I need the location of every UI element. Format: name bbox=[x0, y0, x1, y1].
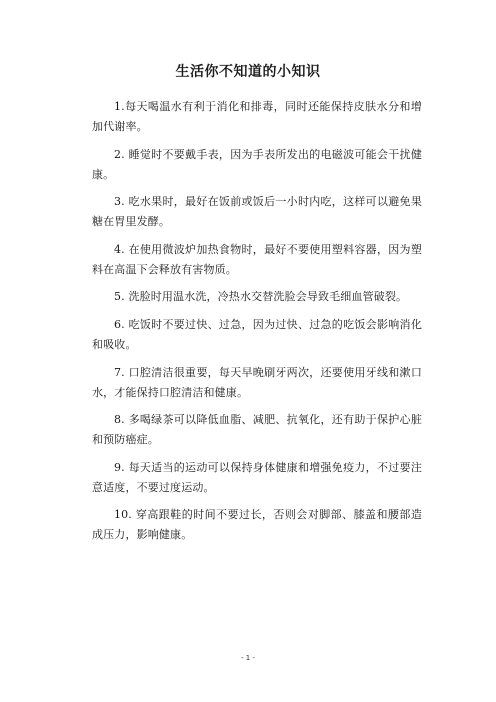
paragraph-5: 5. 洗脸时用温水洗，冷热水交替洗脸会导致毛细血管破裂。 bbox=[114, 290, 408, 304]
page-number: - 1 - bbox=[241, 654, 255, 662]
paragraph-3: 3. 吃水果时，最好在饭前或饭后一小时内吃，这样可以避免果糖在胃里发酵。 bbox=[92, 195, 422, 229]
paragraph-2: 2. 睡觉时不要戴手表，因为手表所发出的电磁波可能会干扰健康。 bbox=[92, 147, 422, 181]
paragraph-8: 8. 多喝绿茶可以降低血脂、减肥、抗氧化，还有助于保护心脏和预防癌症。 bbox=[92, 413, 422, 447]
paragraph-7: 7. 口腔清洁很重要，每天早晚刷牙两次，还要使用牙线和漱口水，才能保持口腔清洁和健康。 bbox=[92, 365, 422, 399]
paragraph-4: 4. 在使用微波炉加热食物时，最好不要使用塑料容器，因为塑料在高温下会释放有害物质。 bbox=[92, 242, 422, 276]
document-title: 生活你不知道的小知识 bbox=[175, 64, 321, 80]
paragraph-1: 1.每天喝温水有利于消化和排毒，同时还能保持皮肤水分和增加代谢率。 bbox=[92, 100, 422, 133]
paragraph-6: 6. 吃饭时不要过快、过急，因为过快、过急的吃饭会影响消化和吸收。 bbox=[92, 317, 422, 351]
document-body bbox=[92, 97, 422, 553]
paragraph-9: 9. 每天适当的运动可以保持身体健康和增强免疫力，不过要注意适度，不要过度运动。 bbox=[92, 460, 422, 494]
paragraph-10: 10. 穿高跟鞋的时间不要过长，否则会对脚部、膝盖和腰部造成压力，影响健康。 bbox=[92, 508, 422, 542]
